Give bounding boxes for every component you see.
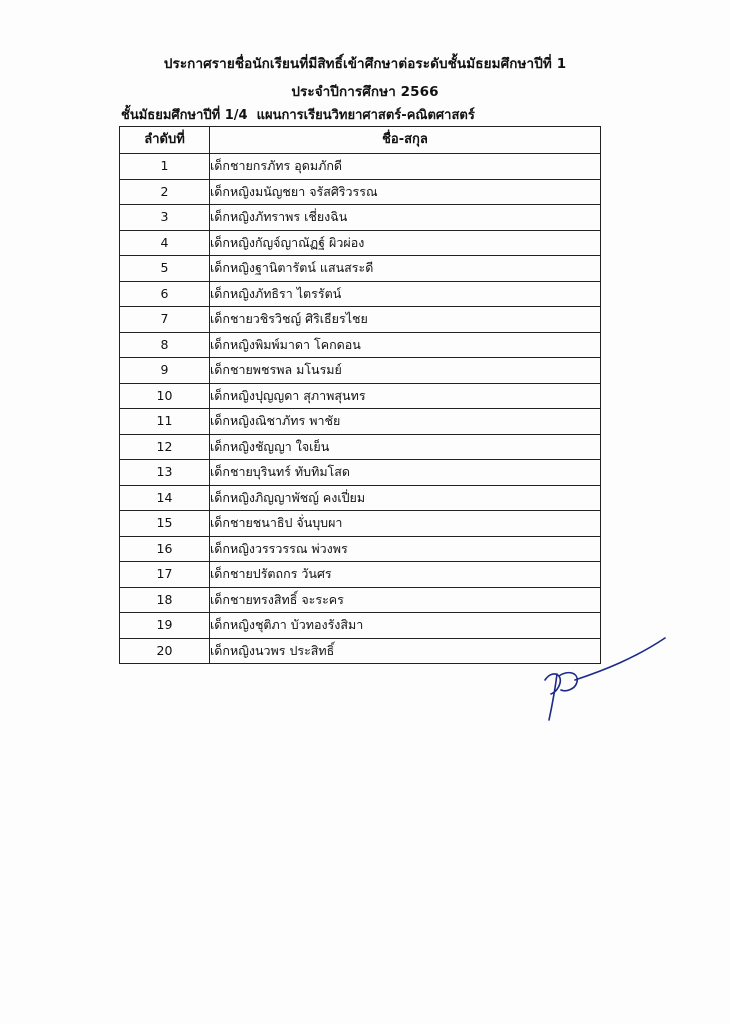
row-order-number: 6 bbox=[120, 281, 210, 307]
table-row bbox=[120, 307, 601, 333]
row-order-number: 9 bbox=[120, 358, 210, 384]
row-order-number: 12 bbox=[120, 434, 210, 460]
row-student-name: เด็กชายทรงสิทธิ์ จะระคร bbox=[210, 587, 601, 613]
row-order-number: 10 bbox=[120, 383, 210, 409]
table-row bbox=[120, 256, 601, 282]
roster-body bbox=[120, 154, 601, 664]
row-order-number: 8 bbox=[120, 332, 210, 358]
table-row bbox=[120, 536, 601, 562]
signature-mark bbox=[535, 630, 670, 725]
table-row bbox=[120, 485, 601, 511]
row-order-number: 4 bbox=[120, 230, 210, 256]
row-order-number: 20 bbox=[120, 638, 210, 664]
column-header-order: ลำดับที่ bbox=[120, 127, 210, 154]
column-header-name: ชื่อ-สกุล bbox=[210, 127, 601, 154]
row-student-name: เด็กหญิงภัทราพร เชี่ยงฉิน bbox=[210, 205, 601, 231]
table-row bbox=[120, 638, 601, 664]
table-row bbox=[120, 460, 601, 486]
row-student-name: เด็กหญิงกัญจ์ญาณัฏฐ์ ผิวผ่อง bbox=[210, 230, 601, 256]
table-row bbox=[120, 587, 601, 613]
student-roster-table bbox=[119, 126, 601, 664]
row-student-name: เด็กชายวชิรวิชญ์ ศิริเธียรไชย bbox=[210, 307, 601, 333]
row-order-number: 2 bbox=[120, 179, 210, 205]
table-row bbox=[120, 205, 601, 231]
row-order-number: 17 bbox=[120, 562, 210, 588]
table-row bbox=[120, 409, 601, 435]
row-order-number: 7 bbox=[120, 307, 210, 333]
row-order-number: 1 bbox=[120, 154, 210, 180]
row-order-number: 11 bbox=[120, 409, 210, 435]
row-order-number: 3 bbox=[120, 205, 210, 231]
row-student-name: เด็กหญิงณิชาภัทร พาชัย bbox=[210, 409, 601, 435]
row-student-name: เด็กหญิงภิญญาพัชญ์ คงเปี่ยม bbox=[210, 485, 601, 511]
row-student-name: เด็กหญิงชัญญา ใจเย็น bbox=[210, 434, 601, 460]
table-row bbox=[120, 230, 601, 256]
row-student-name: เด็กหญิงนวพร ประสิทธิ์ bbox=[210, 638, 601, 664]
row-student-name: เด็กชายชนาธิป จั่นบุบผา bbox=[210, 511, 601, 537]
row-order-number: 16 bbox=[120, 536, 210, 562]
table-row bbox=[120, 383, 601, 409]
row-student-name: เด็กหญิงชุติภา บัวทองรังสิมา bbox=[210, 613, 601, 639]
table-row bbox=[120, 358, 601, 384]
row-student-name: เด็กชายบุรินทร์ ทับทิมโสด bbox=[210, 460, 601, 486]
row-student-name: เด็กหญิงภัทธิรา ไตรรัตน์ bbox=[210, 281, 601, 307]
row-order-number: 19 bbox=[120, 613, 210, 639]
class-plan-label: ชั้นมัธยมศึกษาปีที่ 1/4 แผนการเรียนวิทยาศาสตร์-คณิตศาสตร์ bbox=[121, 108, 475, 123]
table-row bbox=[120, 281, 601, 307]
table-row bbox=[120, 332, 601, 358]
table-row bbox=[120, 179, 601, 205]
table-row bbox=[120, 154, 601, 180]
row-order-number: 13 bbox=[120, 460, 210, 486]
table-header-row bbox=[120, 127, 601, 154]
row-order-number: 5 bbox=[120, 256, 210, 282]
row-student-name: เด็กหญิงวรรวรรณ พ่วงพร bbox=[210, 536, 601, 562]
announcement-title: ประกาศรายชื่อนักเรียนที่มีสิทธิ์เข้าศึกษาต่อระดับชั้นมัธยมศึกษาปีที่ 1 bbox=[163, 56, 567, 72]
row-student-name: เด็กชายกรภัทร อุดมภักดี bbox=[210, 154, 601, 180]
row-student-name: เด็กชายปรัตถกร วันศร bbox=[210, 562, 601, 588]
row-order-number: 15 bbox=[120, 511, 210, 537]
table-row bbox=[120, 613, 601, 639]
table-row bbox=[120, 511, 601, 537]
row-student-name: เด็กหญิงปุญญดา สุภาพสุนทร bbox=[210, 383, 601, 409]
row-student-name: เด็กหญิงฐานิตารัตน์ แสนสระดี bbox=[210, 256, 601, 282]
table-row bbox=[120, 434, 601, 460]
academic-year-title: ประจำปีการศึกษา 2566 bbox=[291, 84, 439, 100]
row-order-number: 14 bbox=[120, 485, 210, 511]
row-student-name: เด็กชายพชรพล มโนรมย์ bbox=[210, 358, 601, 384]
row-student-name: เด็กหญิงมนัญชยา จรัสศิริวรรณ bbox=[210, 179, 601, 205]
row-student-name: เด็กหญิงพิมพ์มาดา โคกดอน bbox=[210, 332, 601, 358]
table-row bbox=[120, 562, 601, 588]
row-order-number: 18 bbox=[120, 587, 210, 613]
